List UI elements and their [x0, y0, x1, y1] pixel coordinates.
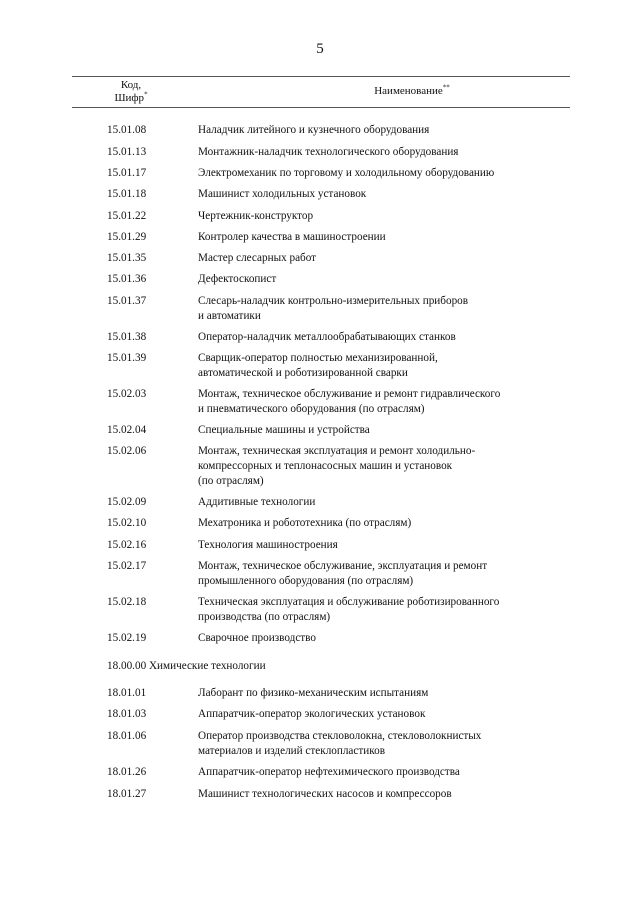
row-name-line: автоматической и роботизированной сварки	[198, 367, 408, 379]
row-code: 15.02.06	[107, 445, 147, 457]
row-name-line: Специальные машины и устройства	[198, 424, 370, 436]
row-name-line: Оператор производства стекловолокна, стекловолокнистых	[198, 730, 482, 742]
row-code: 15.01.17	[107, 167, 147, 179]
row-name-line: Дефектоскопист	[198, 273, 277, 285]
row-code: 15.02.19	[107, 632, 147, 644]
row-name	[198, 145, 570, 160]
header-name-label: Наименование	[374, 85, 443, 97]
row-code: 15.01.13	[107, 146, 147, 158]
row-name	[198, 559, 570, 589]
row-name-line: Аппаратчик-оператор нефтехимического производства	[198, 766, 460, 778]
row-name-line: Монтаж, техническая эксплуатация и ремонт холодильно-	[198, 445, 476, 457]
page-number: 5	[316, 41, 324, 57]
row-name	[198, 707, 570, 722]
row-name-line: Мехатроника и робототехника (по отраслям)	[198, 517, 412, 529]
header-code-footnote-mark: *	[144, 90, 148, 99]
row-name	[198, 166, 570, 181]
row-name-line: Лаборант по физико-механическим испытаниям	[198, 687, 429, 699]
row-name-line: материалов и изделий стеклопластиков	[198, 745, 385, 757]
row-name	[198, 272, 570, 287]
row-code: 15.02.10	[107, 517, 147, 529]
row-code: 15.01.38	[107, 331, 147, 343]
row-name	[198, 538, 570, 553]
row-name	[198, 595, 570, 625]
row-name-line: Контролер качества в машиностроении	[198, 231, 386, 243]
row-code: 18.01.06	[107, 730, 147, 742]
row-name	[198, 251, 570, 266]
row-code: 15.01.29	[107, 231, 147, 243]
row-name-line: Аппаратчик-оператор экологических установок	[198, 708, 426, 720]
header-cipher-label: Шифр*	[114, 90, 148, 104]
row-name	[198, 387, 570, 417]
header-name-footnote-mark: **	[442, 83, 450, 92]
row-code: 15.02.04	[107, 424, 147, 436]
row-code: 15.01.37	[107, 295, 147, 307]
header-name-column	[272, 85, 552, 98]
row-name-line: Машинист холодильных установок	[198, 188, 367, 200]
row-name	[198, 495, 570, 510]
row-name-line: Сварщик-оператор полностью механизированной,	[198, 352, 438, 364]
row-name	[198, 765, 570, 780]
row-name-line: Электромеханик по торговому и холодильному оборудованию	[198, 167, 495, 179]
row-name	[198, 230, 570, 245]
row-name	[198, 123, 570, 138]
row-code: 15.01.18	[107, 188, 147, 200]
row-code: 18.01.03	[107, 708, 147, 720]
row-name-line: Монтажник-наладчик технологического оборудования	[198, 146, 459, 158]
row-name	[198, 631, 570, 646]
row-code: 15.02.16	[107, 539, 147, 551]
row-code: 18.01.26	[107, 766, 147, 778]
row-name-line: Техническая эксплуатация и обслуживание роботизированного	[198, 596, 500, 608]
row-code: 15.01.35	[107, 252, 147, 264]
header-code-label: Код,	[120, 79, 142, 91]
row-name-line: и пневматического оборудования (по отраслям)	[198, 403, 425, 415]
row-name-line: Технология машиностроения	[198, 539, 338, 551]
row-name	[198, 729, 570, 759]
row-name	[198, 787, 570, 802]
row-name	[198, 686, 570, 701]
row-name	[198, 351, 570, 381]
row-code: 15.02.18	[107, 596, 147, 608]
section-heading: 18.00.00 Химические технологии	[107, 660, 266, 672]
row-name-line: компрессорных и теплонасосных машин и установок	[198, 460, 453, 472]
row-code: 18.01.27	[107, 788, 147, 800]
row-name	[198, 294, 570, 324]
row-name	[198, 423, 570, 438]
row-name	[198, 187, 570, 202]
row-name	[198, 516, 570, 531]
row-code: 18.01.01	[107, 687, 147, 699]
row-code: 15.01.08	[107, 124, 147, 136]
row-name-line: промышленного оборудования (по отраслям)	[198, 575, 414, 587]
row-name	[198, 330, 570, 345]
row-name-line: Монтаж, техническое обслуживание, эксплуатация и ремонт	[198, 560, 488, 572]
row-name-line: Монтаж, техническое обслуживание и ремонт гидравлического	[198, 388, 501, 400]
row-code: 15.01.39	[107, 352, 147, 364]
row-name-line: Оператор-наладчик металлообрабатывающих станков	[198, 331, 456, 343]
row-name-line: Аддитивные технологии	[198, 496, 316, 508]
row-name	[198, 209, 570, 224]
row-name	[198, 444, 570, 489]
row-name-line: (по отраслям)	[198, 475, 264, 487]
row-name-line: и автоматики	[198, 310, 261, 322]
row-name-line: Сварочное производство	[198, 632, 316, 644]
row-name-line: Машинист технологических насосов и компрессоров	[198, 788, 452, 800]
table-header	[72, 76, 570, 108]
header-code-column	[72, 79, 190, 105]
row-name-line: производства (по отраслям)	[198, 611, 331, 623]
row-code: 15.02.09	[107, 496, 147, 508]
row-name-line: Мастер слесарных работ	[198, 252, 317, 264]
row-code: 15.02.03	[107, 388, 147, 400]
row-name-line: Чертежник-конструктор	[198, 210, 314, 222]
row-code: 15.01.22	[107, 210, 147, 222]
row-code: 15.01.36	[107, 273, 147, 285]
row-code: 15.02.17	[107, 560, 147, 572]
row-name-line: Наладчик литейного и кузнечного оборудования	[198, 124, 430, 136]
row-name-line: Слесарь-наладчик контрольно-измерительных приборов	[198, 295, 469, 307]
